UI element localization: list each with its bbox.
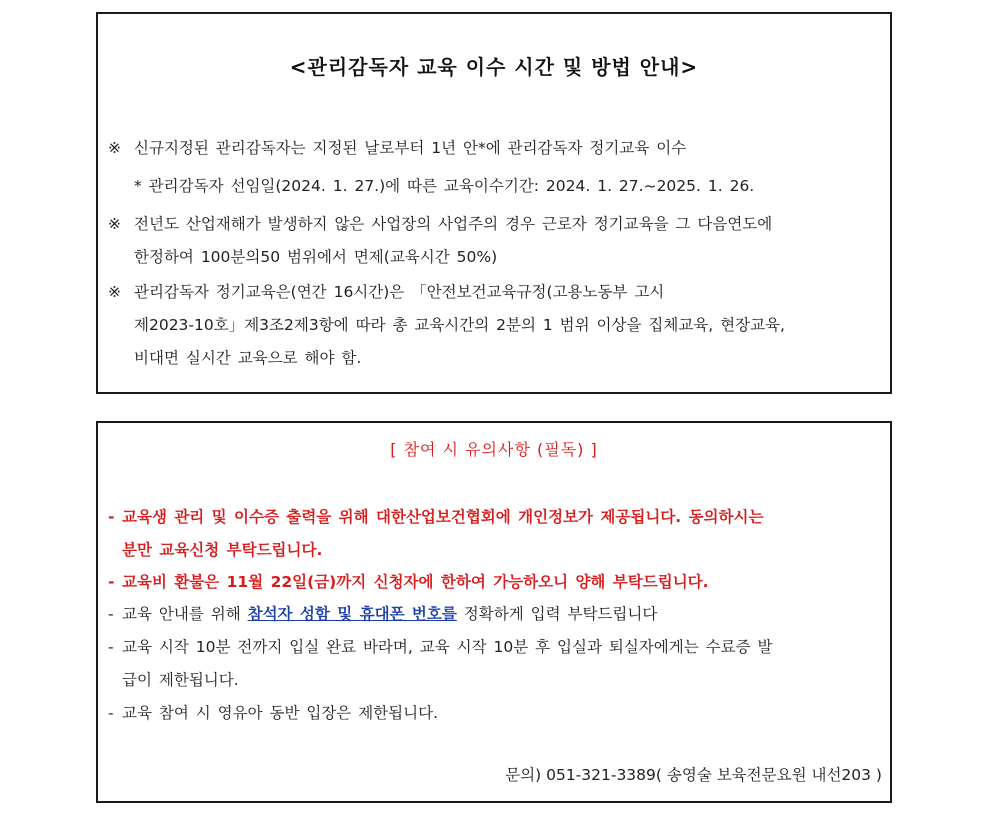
item-dash: - — [108, 573, 115, 591]
note-text: 신규지정된 관리감독자는 지정된 날로부터 1년 안*에 관리감독자 정기교육 이수 — [134, 139, 687, 157]
note-line: 비대면 실시간 교육으로 해야 함. — [134, 349, 362, 367]
education-info-title: <관리감독자 교육 이수 시간 및 방법 안내> — [289, 55, 699, 79]
note-mark: ※ — [108, 139, 121, 157]
precaution-item-privacy — [108, 501, 880, 567]
item-highlight: 참석자 성함 및 휴대폰 번호를 — [247, 605, 457, 623]
item-dash: - — [108, 605, 114, 623]
note-exemption — [108, 208, 880, 274]
item-line: 교육 시작 10분 전까지 입실 완료 바라며, 교육 시작 10분 후 입실과 퇴실자에게는 수료증 발 — [122, 638, 773, 656]
note-line: 전년도 산업재해가 발생하지 않은 사업장의 사업주의 경우 근로자 정기교육을 그 다음연도에 — [134, 215, 773, 233]
note-line: 한정하여 100분의50 범위에서 면제(교육시간 50%) — [134, 248, 498, 266]
precaution-item-refund — [108, 566, 880, 599]
item-dash: - — [108, 508, 115, 526]
precautions-box — [96, 421, 892, 803]
precaution-item-children — [108, 697, 880, 730]
item-text: 교육 참여 시 영유아 동반 입장은 제한됩니다. — [122, 704, 439, 722]
item-line: 교육생 관리 및 이수증 출력을 위해 대한산업보건협회에 개인정보가 제공됩니다. 동의하시는 — [122, 508, 764, 526]
item-line: 분만 교육신청 부탁드립니다. — [122, 541, 323, 559]
note-line: 제2023-10호」제3조2제3항에 따라 총 교육시간의 2분의 1 범위 이상을 집체교육, 현장교육, — [134, 316, 785, 334]
item-text-pre: 교육 안내를 위해 — [122, 605, 248, 623]
contact-info: 문의) 051-321-3389( 송영술 보육전문요원 내선203 ) — [505, 766, 882, 784]
note-mark: ※ — [108, 215, 121, 233]
item-text: 교육비 환불은 11월 22일(금)까지 신청자에 한하여 가능하오니 양해 부탁드립니다. — [122, 573, 709, 591]
item-dash: - — [108, 704, 114, 722]
education-info-box — [96, 12, 892, 394]
precaution-item-contact-info — [108, 598, 880, 631]
item-line: 급이 제한됩니다. — [122, 671, 239, 689]
note-mark: ※ — [108, 283, 121, 301]
precaution-item-arrival — [108, 631, 880, 697]
item-dash: - — [108, 638, 114, 656]
note-sub-period: * 관리감독자 선임일(2024. 1. 27.)에 따른 교육이수기간: 2024. 1. 27.~2025. 1. 26. — [134, 177, 755, 195]
item-text-post: 정확하게 입력 부탁드립니다 — [456, 605, 658, 623]
precautions-title: [ 참여 시 유의사항 (필독) ] — [390, 440, 598, 459]
note-new-supervisor — [108, 132, 880, 165]
note-line: 관리감독자 정기교육은(연간 16시간)은 「안전보건교육규정(고용노동부 고시 — [134, 283, 665, 301]
note-regular-education — [108, 276, 880, 375]
